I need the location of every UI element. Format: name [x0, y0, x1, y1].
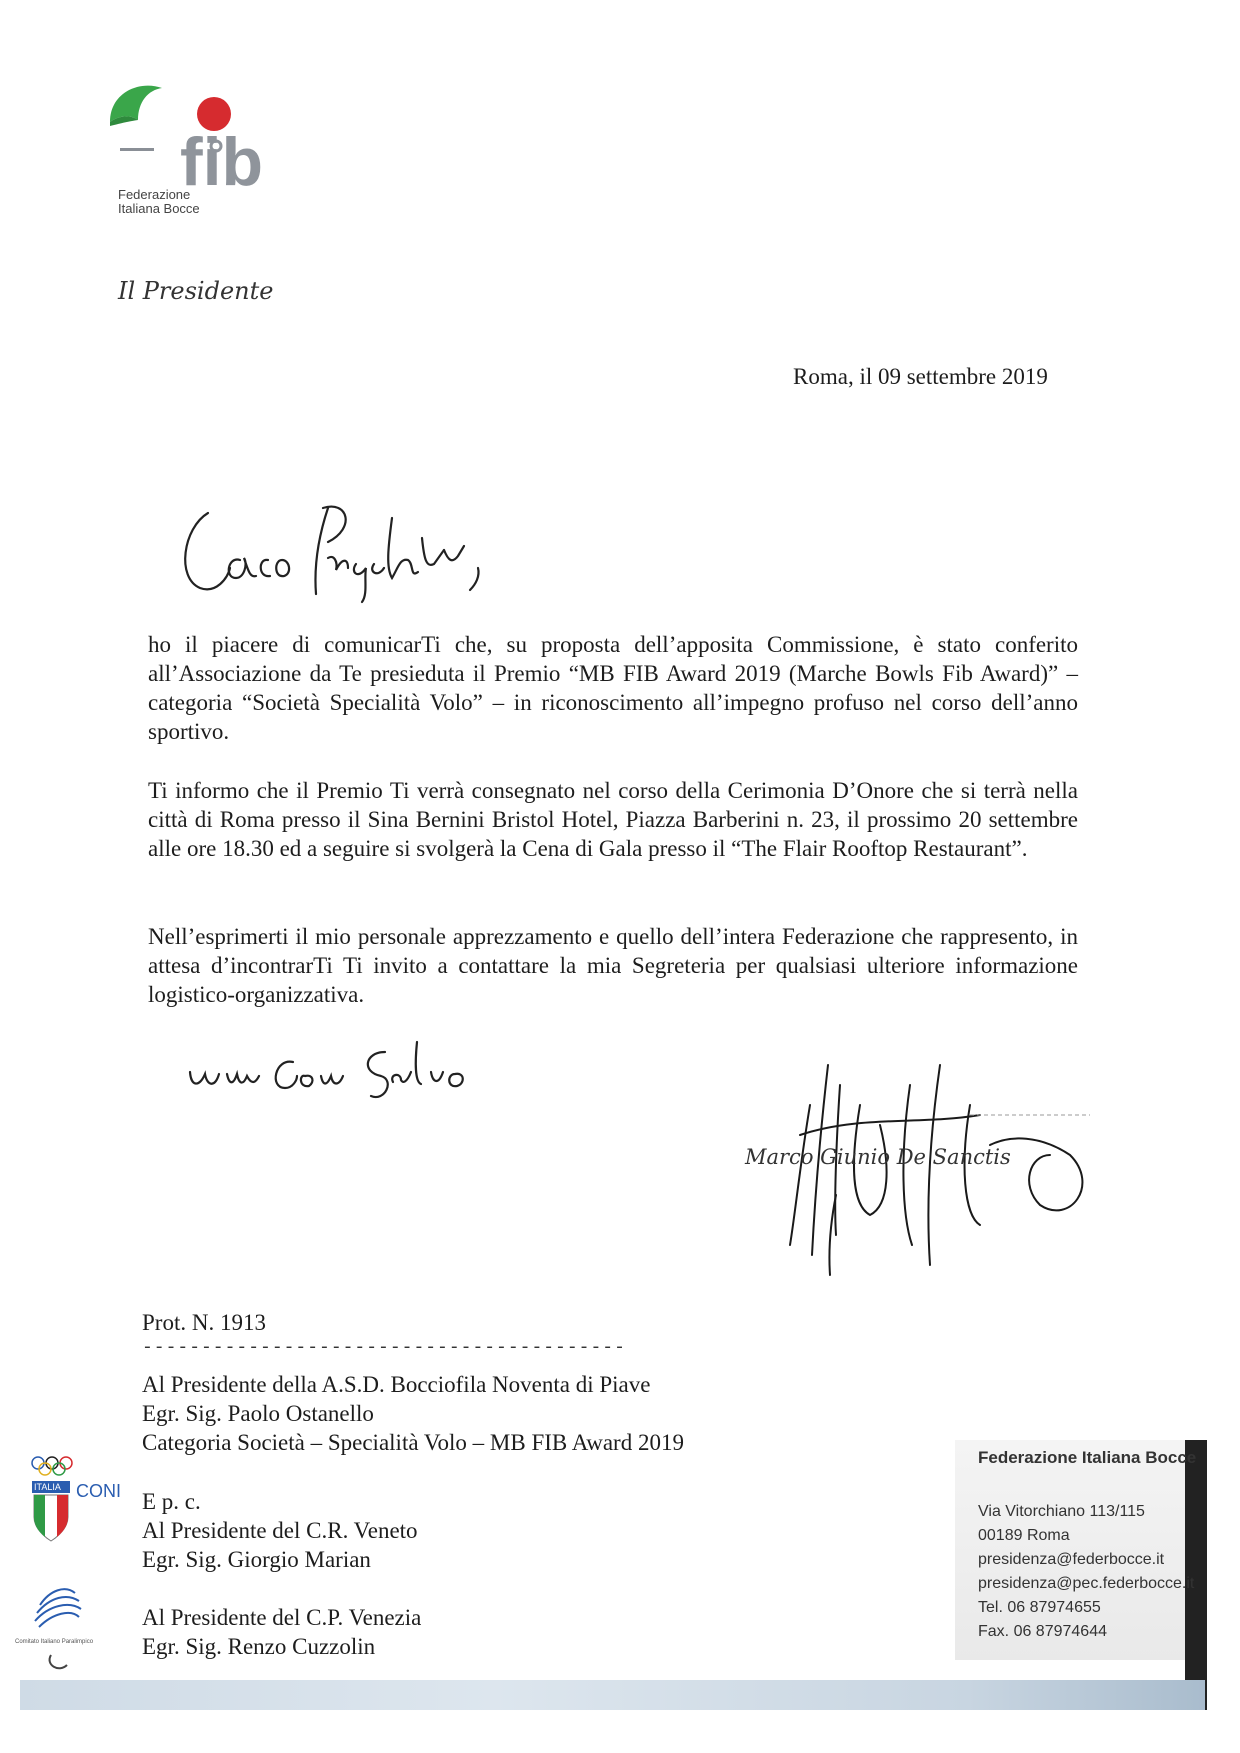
- contact-city: 00189 Roma: [978, 1527, 1070, 1544]
- contact-phone: Tel. 06 87974655: [978, 1599, 1101, 1616]
- recipient-line: Egr. Sig. Paolo Ostanello: [142, 1401, 374, 1426]
- letter-date: Roma, il 09 settembre 2019: [793, 364, 1048, 389]
- coni-logo: [30, 1455, 140, 1545]
- paragraph-3: Nell’esprimerti il mio personale apprezzamento e quello dell’intera Federazione che rappresento, in attesa d’incontrarTi Ti invito a contattare la mia Segreteria per qualsiasi ulteriore informazione logistico-organizzativa.: [148, 924, 1078, 1007]
- org-name-line2: Italiana Bocce: [118, 201, 200, 216]
- signature-block: [740, 1045, 1100, 1285]
- footer-band: [20, 1680, 1205, 1710]
- cc-label: E p. c.: [142, 1489, 201, 1514]
- handwritten-salutation: [178, 498, 558, 613]
- org-name-line1: Federazione: [118, 187, 191, 202]
- contact-details: [978, 1500, 1208, 1644]
- protocol-number: Prot. N. 1913: [142, 1310, 266, 1335]
- signatory-name: Marco Giunio De Sanctis: [745, 1145, 1011, 1169]
- paralympic-logo: [15, 1575, 110, 1675]
- recipient-line: Categoria Società – Specialità Volo – MB FIB Award 2019: [142, 1430, 684, 1455]
- recipient-line: Al Presidente del C.P. Venezia: [142, 1605, 422, 1630]
- paragraph-2: Ti informo che il Premio Ti verrà consegnato nel corso della Cerimonia D’Onore che si terrà nella città di Roma presso il Sina Bernini Bristol Hotel, Piazza Barberini n. 23, il prossimo 20 settembre alle ore 18.30 ed a seguire si svolgerà la Cena di Gala presso il “The Flair Rooftop Restaurant”.: [148, 778, 1078, 861]
- handwritten-closing: [185, 1022, 505, 1117]
- recipient-line: Al Presidente del C.R. Veneto: [142, 1518, 418, 1543]
- recipient-line: Al Presidente della A.S.D. Bocciofila Noventa di Piave: [142, 1372, 651, 1397]
- recipient-line: Egr. Sig. Renzo Cuzzolin: [142, 1634, 376, 1659]
- contact-pec: presidenza@pec.federbocce.it: [978, 1575, 1195, 1592]
- handwriting-closing-icon: [185, 1022, 505, 1112]
- fib-logo: [100, 80, 320, 220]
- primary-recipient: [142, 1370, 684, 1457]
- paragraph-1: ho il piacere di comunicarTi che, su proposta dell’apposita Commissione, è stato conferito all’Associazione da Te presieduta il Premio “MB FIB Award 2019 (Marche Bowls Fib Award)” – categoria “Società Specialità Volo” – in riconoscimento all’impegno profuso nel corso dell’anno sportivo.: [148, 632, 1078, 744]
- page-title: Il Presidente: [118, 277, 274, 305]
- contact-email: presidenza@federbocce.it: [978, 1551, 1165, 1568]
- paralympic-caption: Comitato Italiano Paralimpico: [15, 1639, 94, 1645]
- handwriting-salutation-icon: [178, 498, 558, 608]
- contact-org-name: Federazione Italiana Bocce: [978, 1448, 1197, 1467]
- contact-address: Via Vitorchiano 113/115: [978, 1503, 1145, 1520]
- paralympic-icon: [15, 1575, 110, 1675]
- recipient-line: Egr. Sig. Giorgio Marian: [142, 1547, 371, 1572]
- cc-recipients: [142, 1487, 421, 1661]
- coni-label: CONI: [76, 1481, 121, 1501]
- svg-text:fib: fib: [180, 124, 264, 200]
- coni-badge: ITALIA: [34, 1482, 61, 1492]
- contact-fax: Fax. 06 87974644: [978, 1623, 1107, 1640]
- separator-line: -----------------------------------------: [142, 1338, 626, 1358]
